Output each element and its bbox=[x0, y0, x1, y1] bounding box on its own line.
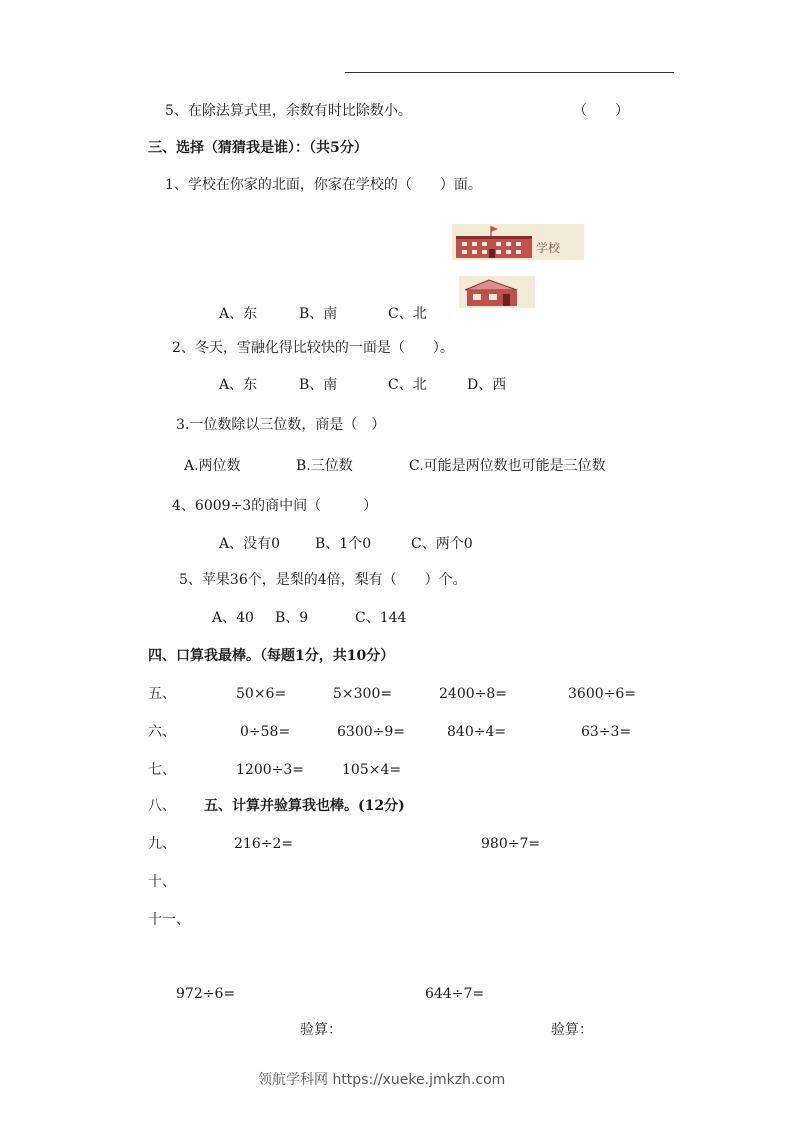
s4-row3-expr: 105×4= bbox=[342, 762, 402, 778]
s5-row4-expr: 972÷6= bbox=[176, 986, 236, 1002]
s3-q3-option-b: B.三位数 bbox=[296, 458, 353, 474]
s3-q2-text: 2、冬天，雪融化得比较快的一面是（ ）。 bbox=[172, 340, 454, 356]
s3-q5-option-a: A、40 bbox=[212, 610, 254, 626]
s3-q5-option-c: C、144 bbox=[355, 610, 407, 626]
s3-q1-option-c: C、北 bbox=[388, 306, 427, 322]
s3-q3-option-c: C.可能是两位数也可能是三位数 bbox=[409, 458, 606, 474]
s3-q2-option-d: D、西 bbox=[467, 377, 507, 393]
s4-row3-expr: 1200÷3= bbox=[236, 762, 304, 778]
section-4-title: 四、口算我最棒。（每题1分，共10分） bbox=[148, 648, 395, 664]
school-building-icon bbox=[452, 224, 584, 260]
s5-label: 八、 bbox=[148, 798, 176, 814]
s3-q4-option-b: B、1个0 bbox=[315, 536, 372, 552]
s3-q1-option-b: B、南 bbox=[299, 306, 338, 322]
s5-row2-label: 十、 bbox=[148, 874, 176, 890]
s4-row1-label: 五、 bbox=[148, 686, 176, 702]
s2-q5-paren: （ ） bbox=[573, 103, 629, 119]
house-icon bbox=[459, 276, 535, 308]
s4-row2-expr: 63÷3= bbox=[581, 724, 632, 740]
s3-q1-option-a: A、东 bbox=[219, 306, 258, 322]
s5-row4-expr: 644÷7= bbox=[425, 986, 485, 1002]
s3-q4-option-c: C、两个0 bbox=[411, 536, 473, 552]
s4-row2-expr: 6300÷9= bbox=[337, 724, 405, 740]
school-label: 学校 bbox=[536, 241, 561, 255]
check-label: 验算： bbox=[551, 1022, 593, 1038]
s2-q5-text: 5、在除法算式里，余数有时比除数小。 bbox=[165, 103, 412, 119]
s5-row1-expr: 216÷2= bbox=[234, 836, 294, 852]
section-3-title: 三、选择（猜猜我是谁）：（共5分） bbox=[148, 140, 368, 156]
s5-row1-expr: 980÷7= bbox=[481, 836, 541, 852]
s4-row2-expr: 840÷4= bbox=[447, 724, 507, 740]
section-5-title: 五、计算并验算我也棒。(12分) bbox=[204, 798, 405, 814]
s3-q5-option-b: B、9 bbox=[275, 610, 309, 626]
s4-row3-label: 七、 bbox=[148, 762, 176, 778]
s4-row1-expr: 5×300= bbox=[333, 686, 393, 702]
s3-q2-option-c: C、北 bbox=[388, 377, 427, 393]
s3-q2-option-b: B、南 bbox=[299, 377, 338, 393]
s3-q5-text: 5、苹果36个，是梨的4倍，梨有（ ）个。 bbox=[179, 572, 467, 588]
s3-q3-text: 3.一位数除以三位数，商是（ ） bbox=[176, 417, 386, 433]
s3-q2-option-a: A、东 bbox=[219, 377, 258, 393]
s5-row3-label: 十一、 bbox=[148, 912, 190, 928]
footer-watermark: 领航学科网 https://xueke.jmkzh.com bbox=[258, 1072, 506, 1088]
s4-row1-expr: 50×6= bbox=[236, 686, 287, 702]
top-rule bbox=[345, 72, 674, 73]
s3-q1-text: 1、学校在你家的北面，你家在学校的（ ）面。 bbox=[165, 177, 482, 193]
check-label: 验算： bbox=[300, 1022, 342, 1038]
s5-row1-label: 九、 bbox=[148, 836, 176, 852]
s3-q3-option-a: A.两位数 bbox=[184, 458, 241, 474]
s3-q4-text: 4、6009÷3的商中间（ ） bbox=[172, 498, 378, 514]
s4-row1-expr: 2400÷8= bbox=[439, 686, 507, 702]
s3-q4-option-a: A、没有0 bbox=[219, 536, 281, 552]
s4-row1-expr: 3600÷6= bbox=[568, 686, 636, 702]
s4-row2-expr: 0÷58= bbox=[240, 724, 291, 740]
s4-row2-label: 六、 bbox=[148, 724, 176, 740]
